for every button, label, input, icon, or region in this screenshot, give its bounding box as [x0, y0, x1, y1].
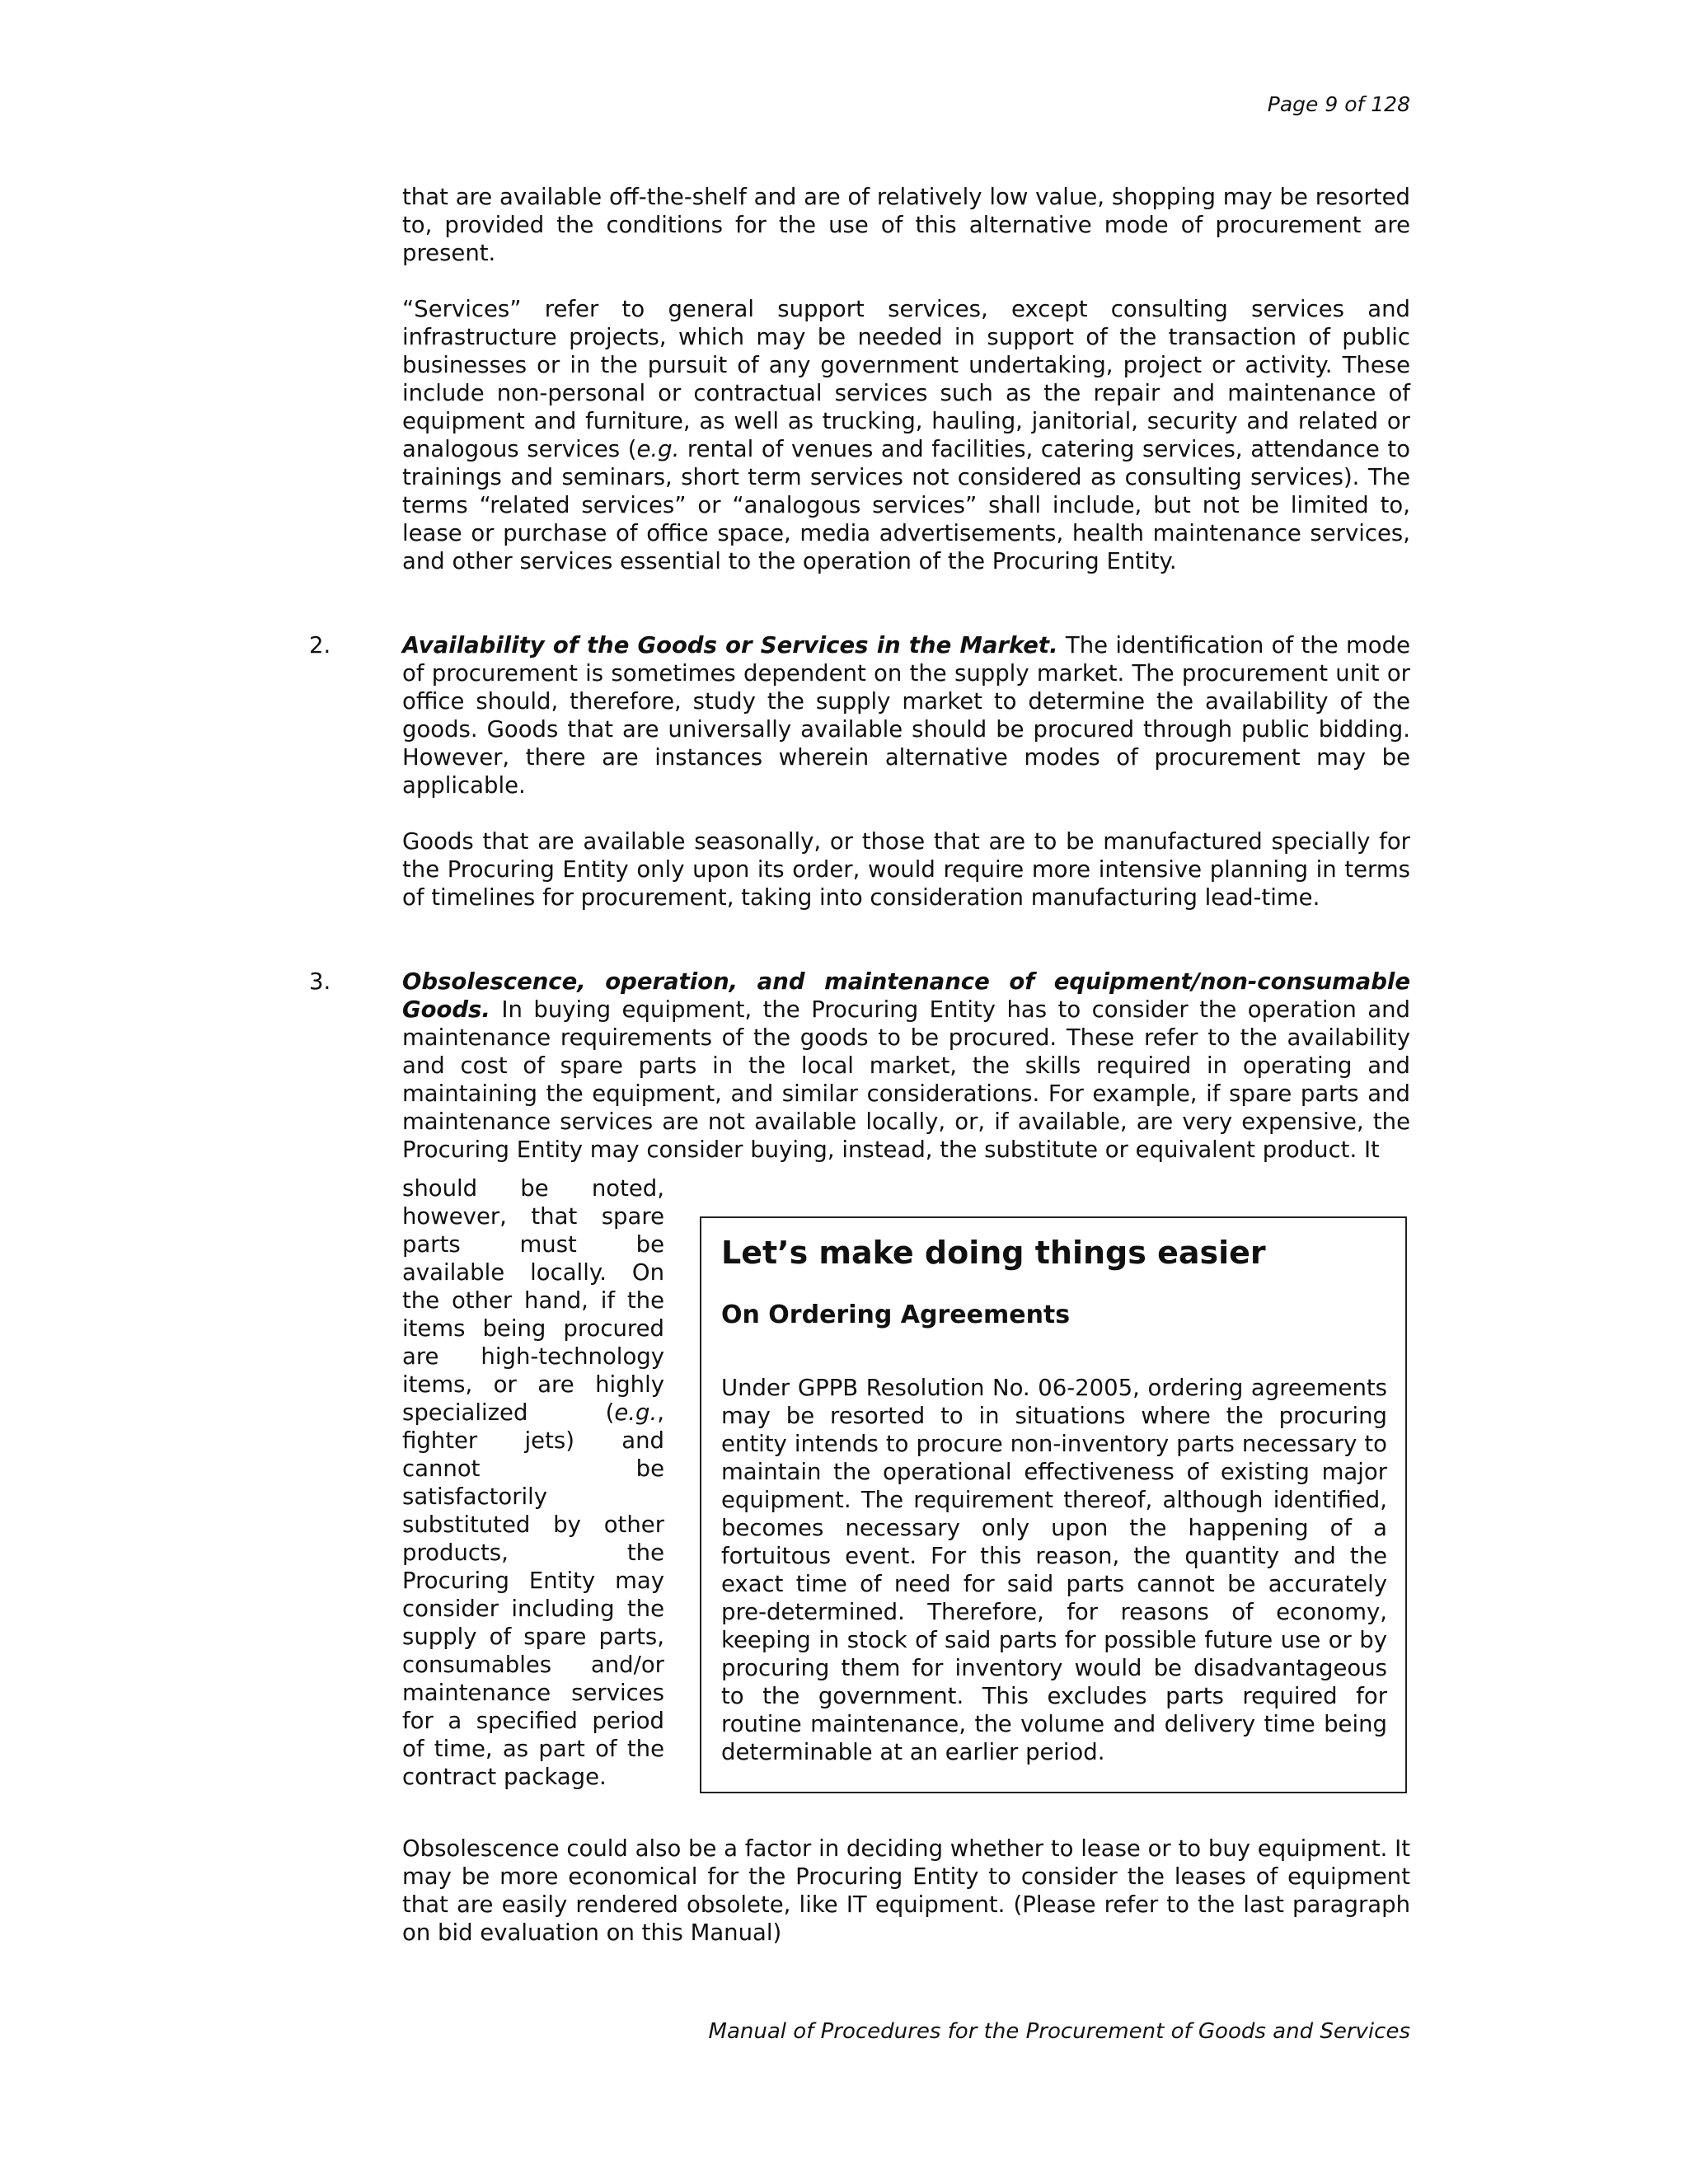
- item-2-text: The identification of the mode of procurement is sometimes dependent on the supply market. The procurement unit or office should, therefore, study the supply market to determine the availability of the goods. Goods that are universally available should be procured through public bidding. However, there are instances wherein alternative modes of procurement may be applicable.: [402, 632, 1410, 799]
- item-2-heading: Availability of the Goods or Services in the Market.: [402, 632, 1058, 658]
- item-3-heading: Obsolescence, operation, and maintenance of equipment/non-consumable Goods.: [402, 968, 1410, 1023]
- callout-box: [700, 1216, 1407, 1793]
- narrow-text-b: , fighter jets) and cannot be satisfactorily substituted by other products, the Procuring Entity may consider including the supply of spare parts, consumables and/or maintenance services for a specified period of time, as part of the contract package.: [402, 1399, 664, 1790]
- services-text-a: “Services” refer to general support services, except consulting services and infrastructure projects, which may be needed in support of the transaction of public businesses or in the pursuit of any government undertaking, project or activity. These include non-personal or contractual services such as the repair and maintenance of equipment and furniture, as well as trucking, hauling, janitorial, security and related or analogous services (: [402, 296, 1410, 462]
- closing-paragraph: Obsolescence could also be a factor in deciding whether to lease or to buy equipment. It may be more economical for the Procuring Entity to consider the leases of equipment that are easily rendered obsolete, like IT equipment. (Please refer to the last paragraph on bid evaluation on this Manual): [402, 1835, 1410, 1946]
- item-3-paragraph: [402, 968, 1410, 1164]
- narrow-text-a: should be noted, however, that spare parts must be available locally. On the other hand, if the items being procured are high-technology items, or are highly specialized (: [402, 1175, 664, 1426]
- narrow-eg: e.g.: [614, 1399, 658, 1426]
- services-text-b: rental of venues and facilities, catering services, attendance to trainings and seminars, short term services not considered as consulting services). The terms “related services” or “analogous services” shall include, but not be limited to, lease or purchase of office space, media advertisements, health maintenance services, and other services essential to the operation of the Procuring Entity.: [402, 436, 1410, 574]
- services-eg: e.g.: [636, 436, 680, 462]
- intro-paragraph: that are available off-the-shelf and are of relatively low value, shopping may be resorted to, provided the conditions for the use of this alternative mode of procurement are present.: [402, 184, 1410, 266]
- item-2-paragraph: [402, 631, 1410, 799]
- item-3-text: In buying equipment, the Procuring Entity has to consider the operation and maintenance requirements of the goods to be procured. These refer to the availability and cost of spare parts in the local market, the skills required in operating and maintaining the equipment, and similar considerations. For example, if spare parts and maintenance services are not available locally, or, if available, are very expensive, the Procuring Entity may consider buying, instead, the substitute or equivalent product. It: [402, 996, 1410, 1163]
- callout-body: Under GPPB Resolution No. 06-2005, ordering agreements may be resorted to in situations where the procuring entity intends to procure non-inventory parts necessary to maintain the operational effectiveness of existing major equipment. The requirement thereof, although identified, becomes necessary only upon the happening of a fortuitous event. For this reason, the quantity and the exact time of need for said parts cannot be accurately pre-determined. Therefore, for reasons of economy, keeping in stock of said parts for possible future use or by procuring them for inventory would be disadvantageous to the government. This excludes parts required for routine maintenance, the volume and delivery time being determinable at an earlier period.: [721, 1375, 1387, 1765]
- item-3-narrow-column: [402, 1174, 664, 1791]
- callout-title: Let’s make doing things easier: [721, 1235, 1266, 1271]
- item-2-number: 2.: [309, 632, 331, 658]
- footer-title: Manual of Procedures for the Procurement of Goods and Services: [708, 2019, 1410, 2044]
- callout-subtitle: On Ordering Agreements: [721, 1301, 1071, 1329]
- item-2-paragraph-2: Goods that are available seasonally, or those that are to be manufactured specially for the Procuring Entity only upon its order, would require more intensive planning in terms of timelines for procurement, taking into consideration manufacturing lead-time.: [402, 828, 1410, 911]
- page-number: Page 9 of 128: [1267, 92, 1410, 116]
- services-paragraph: [402, 295, 1410, 575]
- item-3-number: 3.: [309, 968, 331, 995]
